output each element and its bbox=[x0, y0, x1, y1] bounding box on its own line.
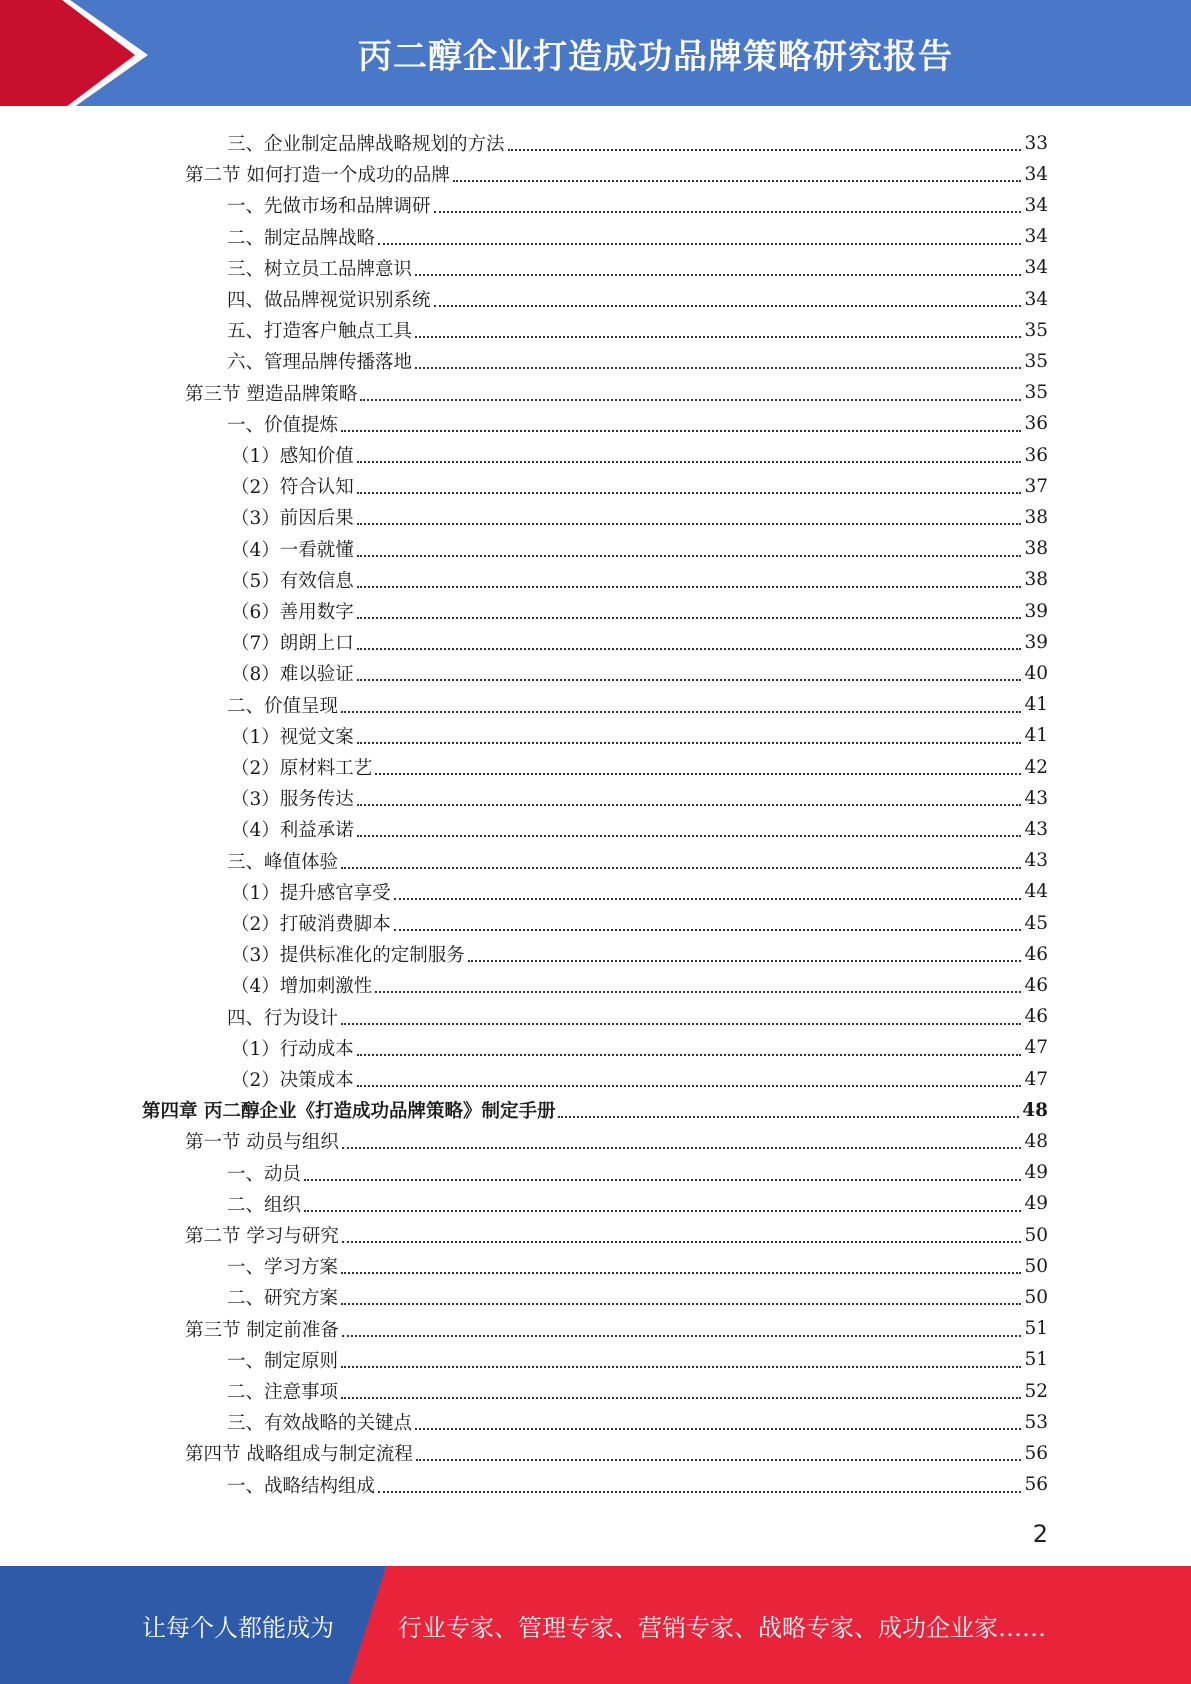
toc-entry-page: 52 bbox=[1024, 1380, 1048, 1402]
toc-dot-leader bbox=[357, 835, 1022, 837]
toc-entry-page: 51 bbox=[1024, 1318, 1048, 1340]
toc-entry[interactable] bbox=[227, 1251, 1048, 1281]
toc-entry[interactable] bbox=[227, 128, 1048, 158]
toc-entry[interactable] bbox=[185, 1126, 1048, 1156]
toc-dot-leader bbox=[341, 711, 1021, 713]
toc-entry[interactable] bbox=[231, 440, 1048, 470]
toc-entry-title: 一、价值提炼 bbox=[227, 414, 339, 436]
toc-entry[interactable] bbox=[227, 190, 1048, 220]
toc-entry-title: 三、峰值体验 bbox=[227, 851, 339, 873]
toc-entry-title: 二、价值呈现 bbox=[227, 695, 339, 717]
toc-entry-page: 34 bbox=[1024, 194, 1048, 216]
toc-entry-page: 41 bbox=[1024, 725, 1048, 747]
toc-entry-title: （3）服务传达 bbox=[231, 789, 354, 811]
toc-entry-page: 46 bbox=[1024, 974, 1048, 996]
toc-entry-page: 43 bbox=[1024, 818, 1048, 840]
toc-entry-page: 38 bbox=[1024, 569, 1048, 591]
toc-entry[interactable] bbox=[227, 346, 1048, 376]
toc-entry-title: 第四节 战略组成与制定流程 bbox=[185, 1444, 413, 1466]
toc-entry-page: 46 bbox=[1024, 943, 1048, 965]
toc-entry[interactable] bbox=[227, 1189, 1048, 1219]
toc-entry[interactable] bbox=[185, 159, 1048, 189]
toc-entry[interactable] bbox=[227, 1158, 1048, 1188]
toc-entry-page: 39 bbox=[1024, 631, 1048, 653]
toc-dot-leader bbox=[415, 274, 1021, 276]
toc-dot-leader bbox=[357, 742, 1022, 744]
toc-entry[interactable] bbox=[231, 534, 1048, 564]
toc-entry[interactable] bbox=[227, 846, 1048, 876]
toc-entry[interactable] bbox=[231, 783, 1048, 813]
toc-entry[interactable] bbox=[185, 378, 1048, 408]
toc-entry-page: 35 bbox=[1024, 382, 1048, 404]
toc-entry-title: 一、学习方案 bbox=[227, 1257, 339, 1279]
toc-entry[interactable] bbox=[231, 939, 1048, 969]
toc-dot-leader bbox=[415, 336, 1021, 338]
toc-entry[interactable] bbox=[227, 222, 1048, 252]
toc-dot-leader bbox=[342, 1147, 1022, 1149]
toc-entry[interactable] bbox=[231, 471, 1048, 501]
toc-dot-leader bbox=[378, 1491, 1021, 1493]
document-title: 丙二醇企业打造成功品牌策略研究报告 bbox=[358, 36, 953, 77]
toc-dot-leader bbox=[415, 367, 1021, 369]
toc-entry-page: 48 bbox=[1024, 1130, 1048, 1152]
toc-entry-title: 第二节 学习与研究 bbox=[185, 1226, 339, 1247]
toc-entry[interactable] bbox=[231, 908, 1048, 938]
toc-dot-leader bbox=[394, 929, 1022, 931]
toc-entry[interactable] bbox=[185, 1314, 1048, 1344]
footer-slogan-right: 行业专家、管理专家、营销专家、战略专家、成功企业家…… bbox=[398, 1613, 1046, 1642]
toc-dot-leader bbox=[360, 399, 1021, 401]
toc-entry-page: 44 bbox=[1024, 881, 1048, 903]
toc-dot-leader bbox=[375, 773, 1021, 775]
toc-entry-title: 一、动员 bbox=[227, 1163, 302, 1185]
toc-dot-leader bbox=[357, 804, 1022, 806]
toc-entry[interactable] bbox=[231, 565, 1048, 595]
toc-entry-page: 51 bbox=[1024, 1349, 1048, 1371]
toc-dot-leader bbox=[415, 1428, 1021, 1430]
toc-entry-title: 第三节 制定前准备 bbox=[185, 1319, 339, 1341]
toc-entry-title: 第三节 塑造品牌策略 bbox=[185, 383, 358, 405]
toc-entry[interactable] bbox=[227, 284, 1048, 314]
toc-entry-page: 36 bbox=[1024, 413, 1048, 435]
toc-entry-page: 49 bbox=[1024, 1193, 1048, 1215]
toc-entry[interactable] bbox=[227, 1376, 1048, 1406]
toc-entry[interactable] bbox=[185, 1438, 1048, 1468]
toc-entry-title: （6）善用数字 bbox=[231, 602, 354, 623]
toc-entry-page: 56 bbox=[1024, 1474, 1048, 1496]
toc-dot-leader bbox=[342, 1241, 1022, 1243]
toc-entry-title: 四、做品牌视觉识别系统 bbox=[227, 290, 431, 311]
toc-dot-leader bbox=[357, 1054, 1022, 1056]
toc-entry[interactable] bbox=[231, 596, 1048, 626]
toc-dot-leader bbox=[304, 1210, 1021, 1212]
toc-dot-leader bbox=[341, 430, 1021, 432]
toc-entry-title: 一、战略结构组成 bbox=[227, 1475, 376, 1497]
toc-entry-page: 38 bbox=[1024, 506, 1048, 528]
toc-entry-page: 47 bbox=[1024, 1068, 1048, 1090]
toc-entry[interactable] bbox=[227, 690, 1048, 720]
toc-entry-title: 三、企业制定品牌战略规划的方法 bbox=[227, 134, 505, 155]
toc-entry-title: （3）提供标准化的定制服务 bbox=[231, 945, 465, 967]
toc-dot-leader bbox=[341, 1023, 1021, 1025]
toc-entry-page: 50 bbox=[1024, 1255, 1048, 1277]
toc-entry-title: 第一节 动员与组织 bbox=[185, 1132, 339, 1154]
toc-entry-title: 第二节 如何打造一个成功的品牌 bbox=[185, 165, 450, 187]
toc-entry-title: （2）决策成本 bbox=[231, 1070, 354, 1091]
page-header bbox=[0, 0, 1191, 110]
toc-entry-title: 第四章 丙二醇企业《打造成功品牌策略》制定手册 bbox=[142, 1101, 556, 1123]
toc-entry[interactable] bbox=[227, 409, 1048, 439]
toc-dot-leader bbox=[453, 180, 1022, 182]
toc-dot-leader bbox=[558, 1116, 1019, 1118]
toc-entry-page: 50 bbox=[1024, 1224, 1048, 1246]
toc-dot-leader bbox=[434, 211, 1022, 213]
toc-entry[interactable] bbox=[227, 1282, 1048, 1312]
toc-entry-title: 五、打造客户触点工具 bbox=[227, 321, 413, 343]
toc-entry-page: 38 bbox=[1024, 538, 1048, 560]
toc-entry-title: （8）难以验证 bbox=[231, 664, 354, 686]
toc-entry[interactable] bbox=[227, 1407, 1048, 1437]
toc-entry-title: 一、先做市场和品牌调研 bbox=[227, 196, 431, 218]
toc-entry[interactable] bbox=[231, 877, 1048, 907]
toc-dot-leader bbox=[341, 1272, 1021, 1274]
toc-entry[interactable] bbox=[227, 1345, 1048, 1375]
toc-entry-page: 37 bbox=[1024, 475, 1048, 497]
toc-entry-title: 六、管理品牌传播落地 bbox=[227, 352, 413, 374]
toc-entry-title: 二、组织 bbox=[227, 1194, 302, 1216]
toc-entry-page: 33 bbox=[1024, 132, 1048, 154]
page-number: 2 bbox=[1032, 1520, 1048, 1548]
toc-dot-leader bbox=[357, 679, 1022, 681]
toc-entry[interactable] bbox=[231, 658, 1048, 688]
toc-entry-page: 35 bbox=[1024, 350, 1048, 372]
toc-entry[interactable] bbox=[227, 315, 1048, 345]
toc-entry-title: （1）视觉文案 bbox=[231, 726, 354, 748]
toc-entry-page: 42 bbox=[1024, 756, 1048, 778]
toc-entry-page: 39 bbox=[1024, 600, 1048, 622]
toc-dot-leader bbox=[341, 1303, 1021, 1305]
toc-entry-title: （7）朗朗上口 bbox=[231, 633, 354, 655]
toc-dot-leader bbox=[375, 991, 1021, 993]
toc-entry-title: （2）符合认知 bbox=[231, 477, 354, 499]
toc-entry-page: 49 bbox=[1024, 1162, 1048, 1184]
toc-entry-page: 53 bbox=[1024, 1411, 1048, 1433]
toc-entry-title: （2）原材料工艺 bbox=[231, 758, 373, 779]
toc-entry-page: 43 bbox=[1024, 850, 1048, 872]
toc-entry-page: 48 bbox=[1022, 1099, 1048, 1121]
toc-entry-title: 三、有效战略的关键点 bbox=[227, 1413, 413, 1435]
toc-dot-leader bbox=[357, 648, 1022, 650]
toc-entry[interactable] bbox=[142, 1095, 1048, 1125]
toc-dot-leader bbox=[394, 898, 1022, 900]
toc-dot-leader bbox=[468, 960, 1022, 962]
toc-entry[interactable] bbox=[227, 253, 1048, 283]
toc-entry-page: 47 bbox=[1024, 1037, 1048, 1059]
toc-dot-leader bbox=[357, 617, 1022, 619]
toc-dot-leader bbox=[378, 243, 1021, 245]
toc-dot-leader bbox=[357, 461, 1022, 463]
toc-entry-title: （4）一看就懂 bbox=[231, 539, 354, 561]
toc-entry-page: 41 bbox=[1024, 694, 1048, 716]
toc-entry[interactable] bbox=[231, 970, 1048, 1000]
toc-entry-page: 36 bbox=[1024, 444, 1048, 466]
toc-entry-page: 34 bbox=[1024, 257, 1048, 279]
toc-entry-title: （2）打破消费脚本 bbox=[231, 914, 391, 935]
toc-entry-title: （4）增加刺激性 bbox=[231, 976, 373, 998]
page-footer bbox=[0, 1566, 1191, 1684]
toc-entry[interactable] bbox=[231, 721, 1048, 751]
toc-entry[interactable] bbox=[231, 814, 1048, 844]
toc-dot-leader bbox=[342, 1335, 1022, 1337]
toc-dot-leader bbox=[304, 1179, 1021, 1181]
toc-entry-title: 三、树立员工品牌意识 bbox=[227, 258, 413, 280]
toc-dot-leader bbox=[434, 305, 1022, 307]
toc-entry-page: 40 bbox=[1024, 662, 1048, 684]
toc-entry-page: 56 bbox=[1024, 1442, 1048, 1464]
toc-entry[interactable] bbox=[231, 1064, 1048, 1094]
toc-entry[interactable] bbox=[231, 502, 1048, 532]
toc-dot-leader bbox=[357, 523, 1022, 525]
toc-entry-page: 50 bbox=[1024, 1286, 1048, 1308]
toc-entry[interactable] bbox=[231, 1033, 1048, 1063]
toc-entry[interactable] bbox=[227, 1002, 1048, 1032]
toc-entry-title: 一、制定原则 bbox=[227, 1350, 339, 1372]
toc-entry-title: 四、行为设计 bbox=[227, 1007, 339, 1029]
toc-entry[interactable] bbox=[231, 752, 1048, 782]
toc-entry-page: 34 bbox=[1024, 163, 1048, 185]
toc-entry[interactable] bbox=[231, 627, 1048, 657]
toc-entry-title: （1）感知价值 bbox=[231, 446, 354, 467]
toc-dot-leader bbox=[341, 1397, 1021, 1399]
toc-entry-page: 43 bbox=[1024, 787, 1048, 809]
toc-entry-page: 34 bbox=[1024, 288, 1048, 310]
toc-entry-title: 二、注意事项 bbox=[227, 1382, 339, 1403]
toc-dot-leader bbox=[357, 492, 1022, 494]
toc-dot-leader bbox=[508, 149, 1022, 151]
toc-entry-page: 46 bbox=[1024, 1006, 1048, 1028]
toc-entry-title: （4）利益承诺 bbox=[231, 820, 354, 842]
toc-dot-leader bbox=[357, 1085, 1022, 1087]
toc-entry-title: （1）行动成本 bbox=[231, 1038, 354, 1060]
toc-dot-leader bbox=[357, 586, 1022, 588]
toc-entry-title: （5）有效信息 bbox=[231, 570, 354, 592]
toc-entry-page: 34 bbox=[1024, 226, 1048, 248]
toc-entry[interactable] bbox=[227, 1470, 1048, 1500]
toc-entry-page: 35 bbox=[1024, 319, 1048, 341]
toc-dot-leader bbox=[341, 1366, 1021, 1368]
toc-entry-title: 二、制定品牌战略 bbox=[227, 227, 376, 249]
toc-dot-leader bbox=[357, 555, 1022, 557]
toc-dot-leader bbox=[416, 1459, 1022, 1461]
toc-entry-title: （3）前因后果 bbox=[231, 508, 354, 530]
footer-slogan-left: 让每个人都能成为 bbox=[142, 1613, 334, 1642]
toc-entry[interactable] bbox=[185, 1220, 1048, 1250]
toc-entry-title: （1）提升感官享受 bbox=[231, 882, 391, 904]
toc-dot-leader bbox=[341, 867, 1021, 869]
toc-entry-page: 45 bbox=[1024, 912, 1048, 934]
toc-entry-title: 二、研究方案 bbox=[227, 1288, 339, 1310]
